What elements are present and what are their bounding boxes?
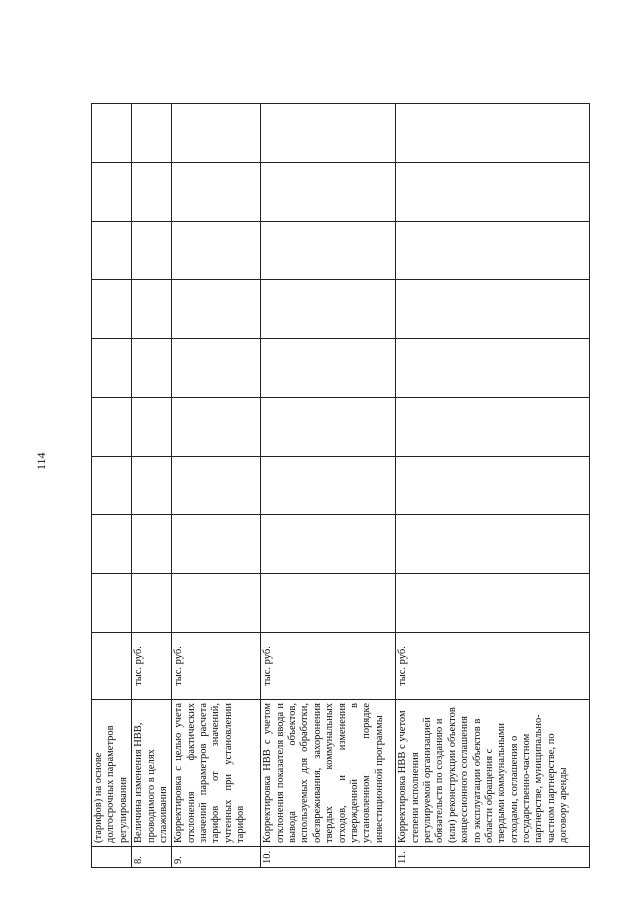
value-cell: [396, 574, 590, 633]
table-row: [396, 104, 590, 868]
row-unit: тыс. руб.: [132, 633, 172, 700]
value-cell: [132, 397, 172, 456]
row-description: Корректировка НВВ с учетом степени исполнения регулируемой организацией обязательств по созданию и (или) реконструкции объектов концессионного соглашения по эксплуатации объектов в области обращения с твердыми коммунальными отходами, соглашения о государственно-частном партнерстве, муниципально-частном партнерстве, по договору аренды: [396, 700, 590, 847]
value-cell: [172, 280, 261, 339]
row-unit: тыс. руб.: [396, 633, 590, 700]
value-cell: [92, 339, 132, 398]
value-cell: [396, 456, 590, 515]
value-cell: [92, 574, 132, 633]
row-number: 10.: [261, 847, 396, 868]
value-cell: [396, 221, 590, 280]
value-cell: [261, 397, 396, 456]
value-cell: [92, 280, 132, 339]
value-cell: [396, 280, 590, 339]
value-cell: [261, 221, 396, 280]
row-number: 9.: [172, 847, 261, 868]
value-cell: [261, 339, 396, 398]
table-row: [92, 104, 132, 868]
row-number: [92, 847, 132, 868]
value-cell: [92, 221, 132, 280]
value-cell: [132, 574, 172, 633]
value-cell: [261, 515, 396, 574]
value-cell: [92, 397, 132, 456]
value-cell: [396, 515, 590, 574]
value-cell: [261, 162, 396, 221]
row-description: Корректировка с целью учета отклонения фактических значений параметров расчета тарифов от значений, учтенных при установлении тарифов: [172, 700, 261, 847]
value-cell: [261, 280, 396, 339]
row-unit: тыс. руб.: [172, 633, 261, 700]
table-row: [261, 104, 396, 868]
row-description: (тарифов) на основе долгосрочных параметров регулирования: [92, 700, 132, 847]
value-cell: [92, 456, 132, 515]
value-cell: [172, 397, 261, 456]
value-cell: [172, 221, 261, 280]
value-cell: [132, 339, 172, 398]
value-cell: [92, 104, 132, 163]
table-row: [132, 104, 172, 868]
value-cell: [396, 104, 590, 163]
value-cell: [396, 162, 590, 221]
value-cell: [132, 162, 172, 221]
row-description: Корректировка НВВ с учетом отклонения показателя ввода и вывода объектов, используемых для обработки, обезвреживания, захоронения твердых коммунальных отходов, и изменения утвержденной в установленном порядке инвестиционной программы: [261, 700, 396, 847]
value-cell: [132, 221, 172, 280]
value-cell: [132, 456, 172, 515]
value-cell: [261, 574, 396, 633]
value-cell: [261, 456, 396, 515]
value-cell: [172, 515, 261, 574]
row-number: 11.: [396, 847, 590, 868]
value-cell: [172, 339, 261, 398]
value-cell: [132, 104, 172, 163]
value-cell: [92, 162, 132, 221]
page-number: 114: [34, 452, 48, 470]
rotated-table-container: [91, 103, 584, 868]
value-cell: [261, 104, 396, 163]
value-cell: [396, 397, 590, 456]
value-cell: [172, 162, 261, 221]
value-cell: [172, 456, 261, 515]
value-cell: [132, 515, 172, 574]
row-number: 8.: [132, 847, 172, 868]
value-cell: [172, 104, 261, 163]
value-cell: [172, 574, 261, 633]
value-cell: [92, 515, 132, 574]
table-row: [172, 104, 261, 868]
row-description: Величина изменения НВВ, проводимого в целях сглаживания: [132, 700, 172, 847]
row-unit: [92, 633, 132, 700]
value-cell: [396, 339, 590, 398]
tariff-table: [91, 103, 590, 868]
value-cell: [132, 280, 172, 339]
row-unit: тыс. руб.: [261, 633, 396, 700]
